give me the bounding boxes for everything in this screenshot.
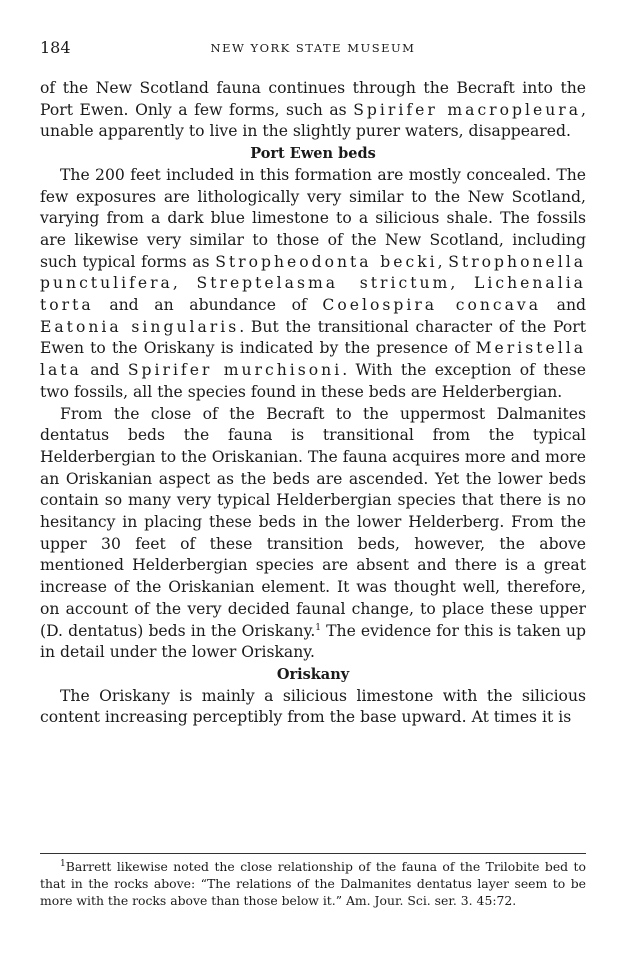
footnote-divider (40, 853, 586, 854)
paragraph-3 (40, 404, 586, 664)
text-run: , (172, 274, 197, 293)
footnote (40, 858, 586, 909)
species-name: Lichenalia torta (40, 274, 586, 315)
species-name: Spirifer macropleura (353, 100, 582, 119)
page-header (40, 38, 586, 58)
species-name: Coelospira concava (322, 296, 542, 315)
text-run: . With the exception of these two fossils, all the species found in these beds are Helderbergian. (40, 361, 586, 401)
text-run: The 200 feet included in this formation are mostly concealed. The few exposures are lithologically very similar to the New Scotland, varying from a dark blue limestone to a silicious shale. The fossils are likewise very similar to those of the New Scotland, including such typical forms as (40, 165, 586, 271)
text-run: , unable apparently to live in the slightly purer waters, disappeared. (40, 100, 586, 141)
species-name: Stropheodonta becki (215, 252, 438, 271)
species-name: Eatonia singularis (40, 317, 240, 336)
section-heading-oriskany: Oriskany (276, 665, 350, 683)
text-run: From the close of the Becraft to the uppermost Dalmanites dentatus beds the fauna is transitional from the typical Helderbergian to the Oriskanian. The fauna acquires more and more an Oriskanian aspect as the beds are ascended. Yet the lower beds contain so many very typical Helderbergian species that there is no hesitancy in placing these beds in the lower Helderberg. From the upper 30 feet of these transition beds, however, the above mentioned Helderbergian species are absent and there is a great increase of the Oriskanian element. It was thought well, therefore, on account of the very decided faunal change, to place these upper (D. dentatus) beds in the Oriskany. (40, 404, 586, 640)
footnote-reference[interactable]: 1 (315, 622, 322, 633)
page-number: 184 (40, 38, 71, 57)
paragraph-4: The Oriskany is mainly a silicious limestone with the silicious content increasing perceptibly from the base upward. At times it is (40, 686, 586, 727)
footnote-text: Barrett likewise noted the close relationship of the fauna of the Trilobite bed to that in the rocks above: “The relations of the Dalmanites dentatus layer seem to be more with the rocks above than those below it.” Am. Jour. Sci. ser. 3. 45:72. (40, 859, 586, 908)
text-run: The evidence for this is taken up in detail under the lower Oriskany. (40, 621, 586, 662)
text-run: , (437, 252, 449, 271)
species-name: Strophonella punctulifera (40, 252, 586, 293)
species-name: Streptelasma strictum (196, 274, 451, 293)
body-text (40, 78, 586, 729)
text-run: and (541, 296, 587, 315)
paragraph-1 (40, 78, 586, 143)
running-head: NEW YORK STATE MUSEUM (210, 41, 416, 55)
text-run: and an abundance of (93, 296, 323, 315)
text-run: and (81, 361, 128, 380)
section-heading-port-ewen: Port Ewen beds (250, 145, 376, 163)
species-name: Spirifer murchisoni (127, 361, 343, 380)
text-run: of the New Scotland fauna continues through the Becraft into the Port Ewen. Only a few forms, such as (40, 79, 586, 119)
species-name: Meristella lata (40, 339, 586, 380)
text-run: . But the transitional character of the Port Ewen to the Oriskany is indicated by the presence of (40, 317, 587, 358)
footnote-marker: 1 (60, 858, 66, 869)
text-run: , (450, 274, 475, 293)
paragraph-2 (40, 165, 586, 404)
